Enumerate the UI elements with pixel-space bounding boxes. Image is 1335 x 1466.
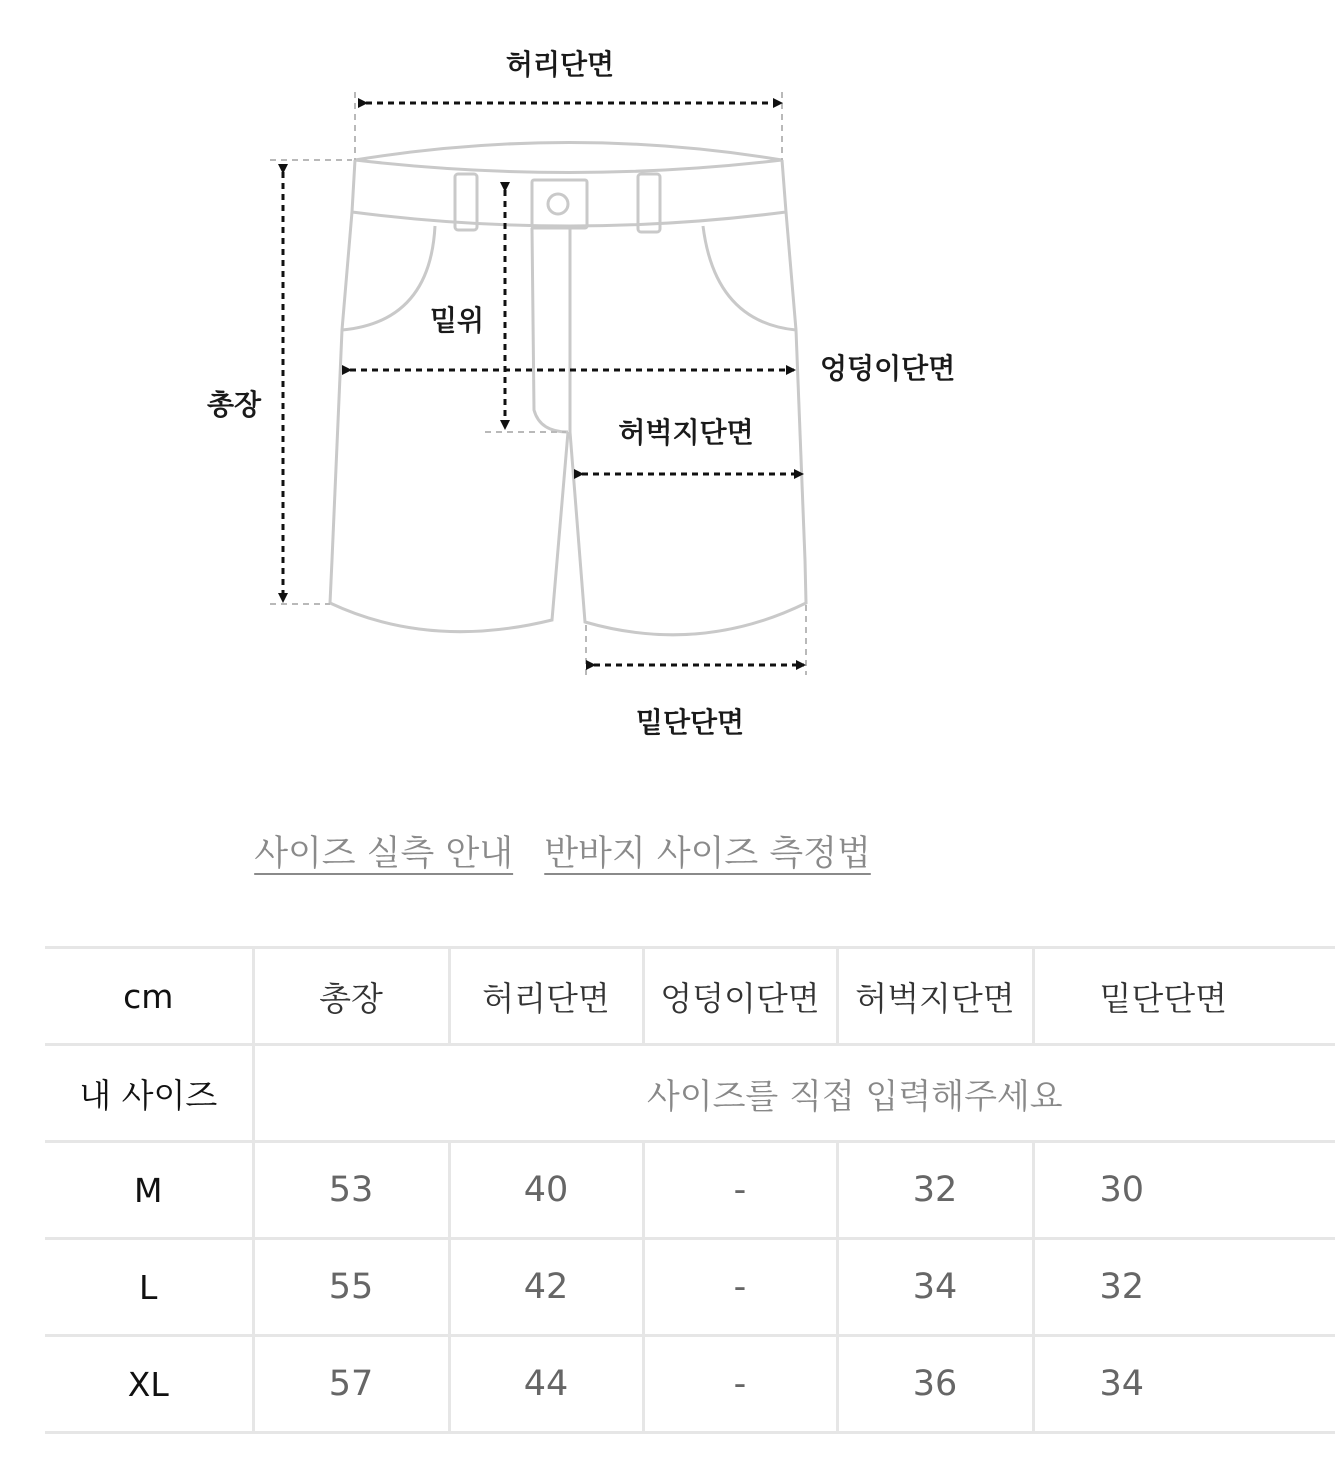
table-header-row xyxy=(45,948,1335,1045)
table-row xyxy=(45,1239,1335,1336)
table-cell: 44 xyxy=(449,1336,643,1433)
table-cell: 30 xyxy=(1033,1142,1335,1239)
table-row xyxy=(45,1142,1335,1239)
label-rise: 밑위 xyxy=(429,304,485,337)
header-waist: 허리단면 xyxy=(449,948,643,1045)
label-waist: 허리단면 xyxy=(505,48,615,81)
measure-method-link[interactable]: 반바지 사이즈 측정법 xyxy=(544,834,871,874)
table-cell: 42 xyxy=(449,1239,643,1336)
my-size-input[interactable] xyxy=(253,1045,1335,1142)
header-thigh: 허벅지단면 xyxy=(837,948,1033,1045)
table-cell: 53 xyxy=(253,1142,449,1239)
table-cell: - xyxy=(643,1336,837,1433)
label-hem: 밑단단면 xyxy=(635,706,745,739)
unit-header: cm xyxy=(45,948,253,1045)
header-hip: 엉덩이단면 xyxy=(643,948,837,1045)
shorts-size-diagram xyxy=(0,0,1125,770)
label-length: 총장 xyxy=(206,388,262,421)
table-cell: 40 xyxy=(449,1142,643,1239)
shorts-illustration xyxy=(0,0,1125,770)
measurement-arrows xyxy=(283,103,804,665)
my-size-placeholder: 사이즈를 직접 입력해주세요 xyxy=(646,1076,1063,1117)
table-cell: 36 xyxy=(837,1336,1033,1433)
shorts-outline xyxy=(330,143,806,635)
table-cell: 34 xyxy=(837,1239,1033,1336)
table-cell: - xyxy=(643,1239,837,1336)
table-cell: 34 xyxy=(1033,1336,1335,1433)
label-thigh: 허벅지단면 xyxy=(618,416,754,449)
table-cell: 32 xyxy=(837,1142,1033,1239)
table-cell: 57 xyxy=(253,1336,449,1433)
table-cell: - xyxy=(643,1142,837,1239)
size-label: XL xyxy=(45,1336,253,1433)
table-cell: 55 xyxy=(253,1239,449,1336)
my-size-label: 내 사이즈 xyxy=(45,1045,253,1142)
size-table xyxy=(45,946,1335,1434)
size-guide-link[interactable]: 사이즈 실측 안내 xyxy=(254,834,514,874)
size-guide-links xyxy=(0,826,1125,876)
table-row xyxy=(45,1336,1335,1433)
header-length: 총장 xyxy=(253,948,449,1045)
size-label: L xyxy=(45,1239,253,1336)
my-size-row xyxy=(45,1045,1335,1142)
header-hem: 밑단단면 xyxy=(1033,948,1335,1045)
label-hip: 엉덩이단면 xyxy=(820,352,956,385)
size-label: M xyxy=(45,1142,253,1239)
size-table-container xyxy=(45,946,1228,1446)
table-cell: 32 xyxy=(1033,1239,1335,1336)
